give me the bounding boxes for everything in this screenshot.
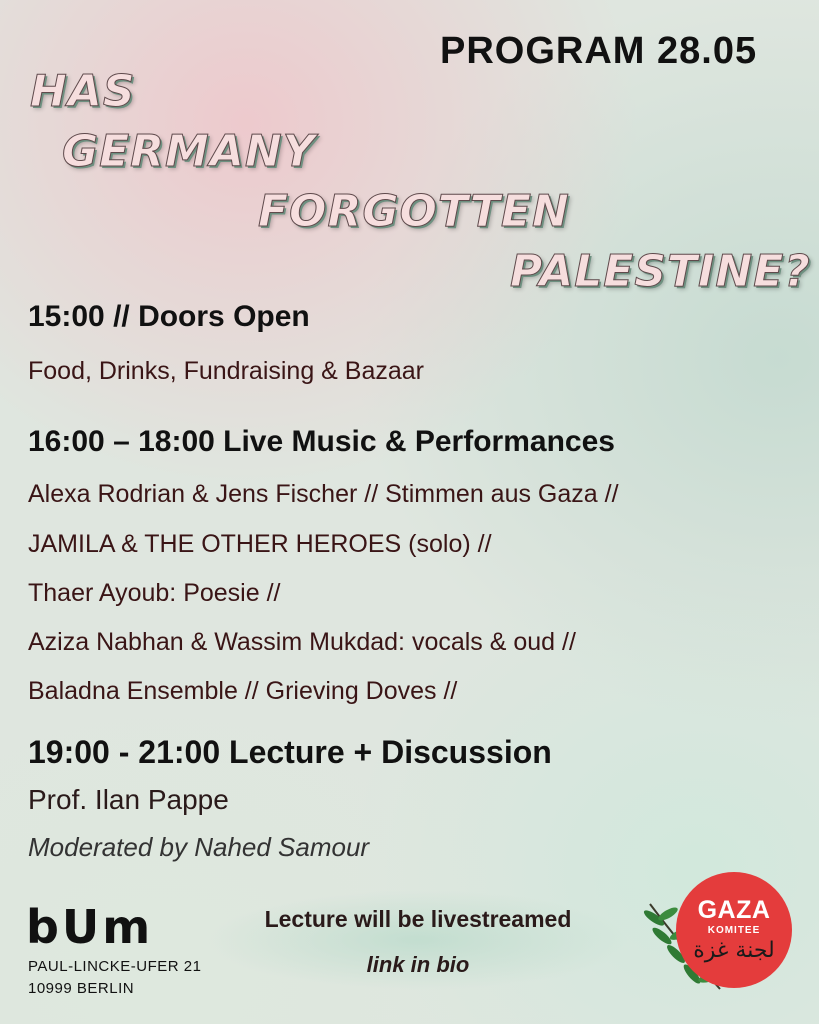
livestream-box [208, 890, 628, 990]
livestream-link[interactable]: link in bio [366, 952, 470, 977]
music-heading: 16:00 – 18:00 Live Music & Performances [28, 425, 615, 458]
headline-line-2: GERMANY [62, 126, 316, 177]
doors-heading: 15:00 // Doors Open [28, 300, 310, 333]
gaza-komitee-logo [640, 864, 810, 994]
livestream-note: Lecture will be livestreamed [264, 906, 572, 932]
venue-address-city: 10999 BERLIN [28, 980, 135, 997]
performer-line: JAMILA & THE OTHER HEROES (solo) // [28, 530, 492, 558]
performer-line: Aziza Nabhan & Wassim Mukdad: vocals & oud // [28, 628, 576, 656]
headline-line-1: HAS [30, 66, 136, 117]
performer-line: Alexa Rodrian & Jens Fischer // Stimmen aus Gaza // [28, 480, 619, 508]
venue-logo: bUm [26, 900, 154, 954]
lecture-heading: 19:00 - 21:00 Lecture + Discussion [28, 734, 552, 770]
lecture-speaker: Prof. Ilan Pappe [28, 784, 229, 815]
headline-line-3: FORGOTTEN [258, 186, 570, 237]
performer-line: Baladna Ensemble // Grieving Doves // [28, 677, 458, 705]
gaza-logo-arabic: لجنة غزة [693, 938, 775, 963]
doors-detail: Food, Drinks, Fundraising & Bazaar [28, 357, 425, 385]
gaza-logo-subtitle: KOMITEE [707, 925, 761, 936]
gaza-logo-word: GAZA [697, 896, 771, 924]
gaza-logo-circle [676, 872, 792, 988]
program-title: PROGRAM 28.05 [440, 30, 758, 72]
lecture-moderator: Moderated by Nahed Samour [28, 832, 370, 862]
venue-address-street: PAUL-LINCKE-UFER 21 [28, 958, 202, 975]
headline-line-4: PALESTINE? [510, 246, 811, 297]
performer-line: Thaer Ayoub: Poesie // [28, 579, 281, 607]
